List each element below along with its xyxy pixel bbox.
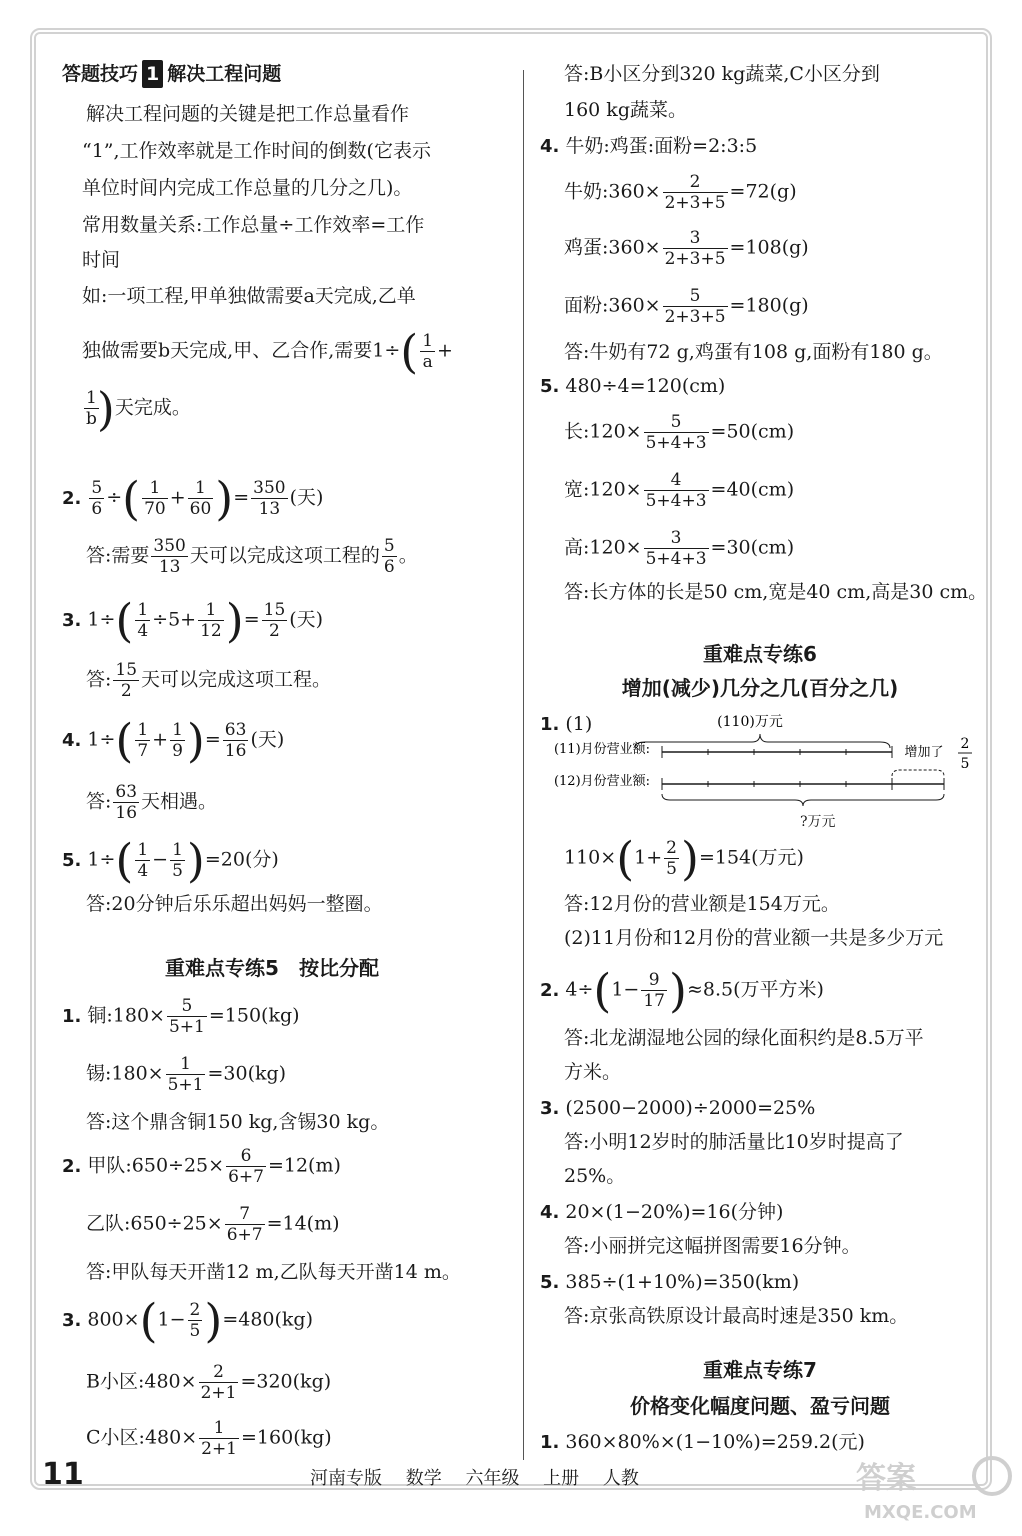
right-item-4-milk: 牛奶:360× $\frac{2}{2+3+5}$ =72(g): [564, 172, 797, 213]
s5-q2-answer: 答:甲队每天开凿12 m,乙队每天开凿14 m。: [86, 1261, 461, 1283]
tip-line: 时间: [82, 249, 121, 271]
item-number: 2.: [62, 487, 82, 509]
s5-q1-line2: 锡:180× $\frac{1}{5+1}$ =30(kg): [86, 1054, 287, 1095]
s5-q3-line3: C小区:480× $\frac{1}{2+1}$ =160(kg): [86, 1418, 332, 1459]
section-5-title: 重难点专练5 按比分配: [165, 956, 379, 980]
left-item-4-answer: 答: $\frac{63}{16}$ 天相遇。: [86, 782, 218, 823]
section-7-subtitle: 价格变化幅度问题、盈亏问题: [630, 1394, 890, 1418]
svg-text:5: 5: [960, 756, 970, 772]
tip-formula-line: 独做需要b天完成,甲、乙合作,需要1÷( $\frac{1}{a}$ +: [82, 324, 453, 379]
fraction: $\frac{1}{a}$: [422, 331, 434, 372]
s6-q5-equation: 5. 385÷(1+10%)=350(km): [540, 1271, 800, 1293]
svg-text:答案: 答案: [856, 1461, 916, 1496]
right-answer-line: 160 kg蔬菜。: [564, 99, 687, 121]
tip-line: 解决工程问题的关键是把工作总量看作: [86, 103, 410, 125]
s6-q4-equation: 4. 20×(1−20%)=16(分钟): [540, 1201, 784, 1223]
right-item-4-answer: 答:牛奶有72 g,鸡蛋有108 g,面粉有180 g。: [564, 341, 943, 363]
right-item-4-flour: 面粉:360× $\frac{5}{2+3+5}$ =180(g): [564, 286, 809, 327]
s6-q2-answer-cont: 方米。: [564, 1061, 622, 1083]
diagram-top-label: (110)万元: [717, 714, 783, 730]
right-item-5-answer: 答:长方体的长是50 cm,宽是40 cm,高是30 cm。: [564, 581, 988, 603]
left-item-2-equation: 2. $\frac{5}{6}$ ÷( $\frac{1}{70}$ + $\frac{1}{60}$ )= $\frac{350}{13}$ (天): [62, 471, 324, 526]
left-item-2-answer: 答:需要 $\frac{350}{13}$ 天可以完成这项工程的 $\frac{5}{6}$ 。: [86, 536, 418, 577]
s6-q3-equation: 3. (2500−2000)÷2000=25%: [540, 1097, 816, 1119]
left-item-5-answer: 答:20分钟后乐乐超出妈妈一整圈。: [86, 893, 383, 915]
right-item-5-width: 宽:120× $\frac{4}{5+4+3}$ =40(cm): [564, 470, 795, 511]
diagram-row1-label: (11)月份营业额:: [553, 742, 651, 757]
s5-q1-line1: 1. 铜:180× $\frac{5}{5+1}$ =150(kg): [62, 996, 300, 1037]
s6-q4-answer: 答:小丽拼完这幅拼图需要16分钟。: [564, 1235, 861, 1257]
s7-q1-equation: 1. 360×80%×(1−10%)=259.2(元): [540, 1431, 865, 1453]
section-6-subtitle: 增加(减少)几分之几(百分之几): [621, 676, 899, 700]
right-item-4-egg: 鸡蛋:360× $\frac{3}{2+3+5}$ =108(g): [564, 228, 809, 269]
section-6-title: 重难点专练6: [703, 642, 817, 666]
s5-q2-line1: 2. 甲队:650÷25× $\frac{6}{6+7}$ =12(m): [62, 1146, 341, 1187]
svg-text:MXQE.COM: MXQE.COM: [864, 1502, 977, 1523]
s5-q3-line2: B小区:480× $\frac{2}{2+1}$ =320(kg): [86, 1362, 332, 1403]
tip-line: 常用数量关系:工作总量÷工作效率=工作: [82, 214, 425, 236]
right-item-5-equation: 5. 480÷4=120(cm): [540, 375, 726, 397]
diagram-increase-label: 增加了: [904, 745, 944, 760]
s6-q1-label: 1. (1): [540, 713, 593, 735]
section-7-title: 重难点专练7: [703, 1358, 817, 1382]
right-item-5-length: 长:120× $\frac{5}{5+4+3}$ =50(cm): [564, 412, 795, 453]
page-number: 11: [42, 1457, 84, 1492]
s6-q2-answer: 答:北龙湖湿地公园的绿化面积约是8.5万平: [564, 1027, 924, 1049]
tip-badge-prefix: 答题技巧: [62, 63, 139, 85]
left-item-5-equation: 5. 1÷( $\frac{1}{4}$ − $\frac{1}{5}$ )=20(分): [62, 833, 279, 888]
s5-q1-answer: 答:这个鼎含铜150 kg,含锡30 kg。: [86, 1111, 390, 1133]
right-item-4-ratio: 4. 牛奶:鸡蛋:面粉=2:3:5: [540, 135, 758, 157]
tip-formula-end: $\frac{1}{b}$ )天完成。: [86, 381, 191, 436]
tip-line: “1”,工作效率就是工作时间的倒数(它表示: [82, 140, 431, 162]
left-item-4-equation: 4. 1÷( $\frac{1}{7}$ + $\frac{1}{9}$ )= $\frac{63}{16}$ (天): [62, 713, 285, 768]
column-divider: [523, 70, 524, 1460]
s6-q3-answer: 答:小明12岁时的肺活量比10岁时提高了: [564, 1131, 904, 1153]
svg-text:2: 2: [960, 736, 970, 752]
tip-title: 解决工程问题: [167, 63, 282, 85]
diagram-bottom-label: ?万元: [800, 814, 836, 830]
tip-line: 天完成。: [114, 396, 191, 419]
s5-q2-line2: 乙队:650÷25× $\frac{7}{6+7}$ =14(m): [86, 1204, 340, 1245]
right-answer-line: 答:B小区分到320 kg蔬菜,C小区分到: [564, 63, 880, 85]
tip-line: 如:一项工程,甲单独做需要a天完成,乙单: [82, 285, 416, 307]
s6-q1-equation: 110×(1+ $\frac{2}{5}$ )=154(万元): [564, 831, 804, 886]
item-number: 4.: [62, 729, 82, 751]
line-segment-diagram: [540, 708, 970, 798]
item-number: 5.: [62, 849, 82, 871]
s6-q1-part2: (2)11月份和12月份的营业额一共是多少万元: [564, 927, 944, 949]
tip-line: 单位时间内完成工作总量的几分之几)。: [82, 177, 413, 199]
footer-meta: 河南专版 数学 六年级 上册 人教: [310, 1468, 639, 1489]
right-item-5-height: 高:120× $\frac{3}{5+4+3}$ =30(cm): [564, 528, 795, 569]
tip-heading: [62, 60, 281, 88]
s6-q5-answer: 答:京张高铁原设计最高时速是350 km。: [564, 1305, 909, 1327]
s5-q3-line1: 3. 800×(1− $\frac{2}{5}$ )=480(kg): [62, 1293, 313, 1348]
s6-q1-answer: 答:12月份的营业额是154万元。: [564, 893, 840, 915]
left-item-3-answer: 答: $\frac{15}{2}$ 天可以完成这项工程。: [86, 660, 332, 701]
tip-line: 独做需要b天完成,甲、乙合作,需要1÷: [82, 339, 401, 362]
tip-badge-number: 1: [142, 60, 163, 88]
item-number: 3.: [62, 609, 82, 631]
fraction: $\frac{1}{b}$: [86, 388, 97, 429]
watermark-logo: [844, 1448, 1014, 1528]
diagram-row2-label: (12)月份营业额:: [553, 774, 651, 789]
s6-q3-answer-cont: 25%。: [564, 1165, 626, 1187]
s6-q2-equation: 2. 4÷(1− $\frac{9}{17}$ )≈8.5(万平方米): [540, 963, 824, 1018]
left-item-3-equation: 3. 1÷( $\frac{1}{4}$ ÷5+ $\frac{1}{12}$ )= $\frac{15}{2}$ (天): [62, 593, 324, 648]
diagram-svg: [540, 708, 980, 808]
